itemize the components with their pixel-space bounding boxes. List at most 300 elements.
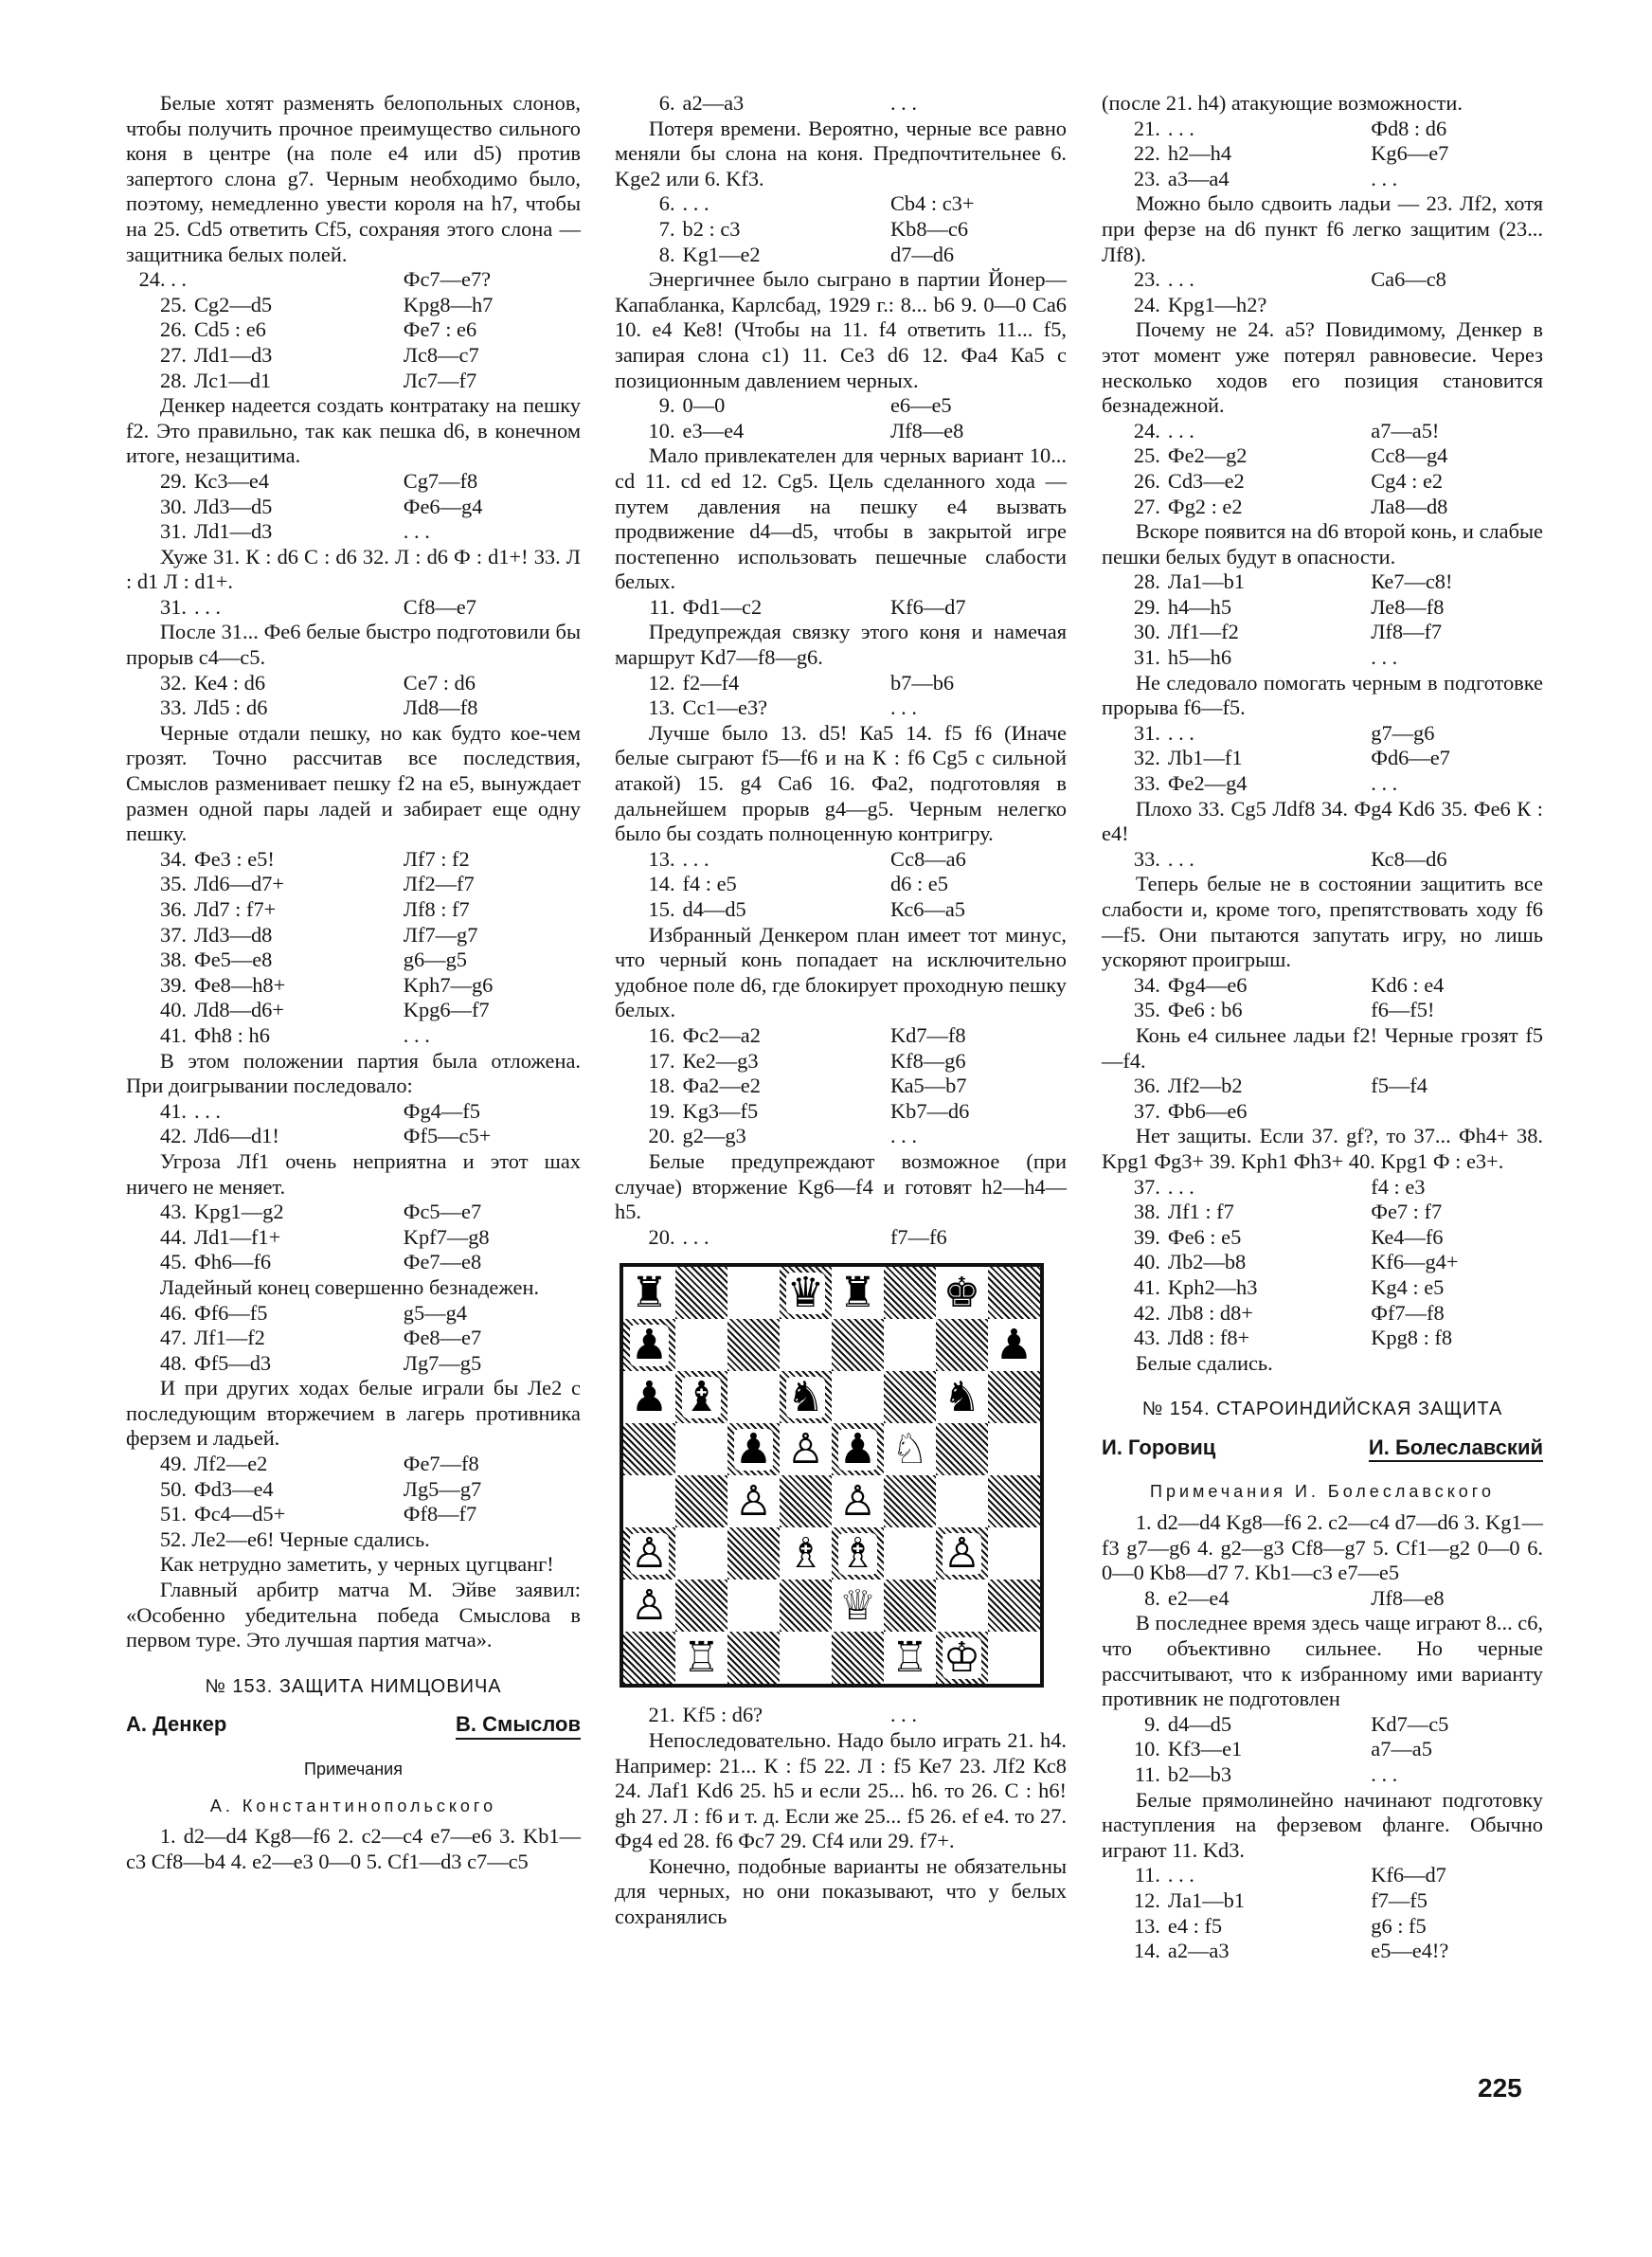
commentary-paragraph: 52. Ле2—е6! Черные сдались.: [159, 1526, 430, 1551]
commentary-paragraph: Белые сдались.: [1135, 1350, 1273, 1375]
black-move: Ка5—b7: [889, 1074, 967, 1098]
commentary-paragraph: Белые прямолинейно начинают подготовку наступления на ферзевом фланге. Обычно играют 11. Kd3.: [1102, 1787, 1543, 1862]
white-move: . . .: [194, 594, 221, 619]
black-move: а7—а5: [1371, 1737, 1432, 1761]
black-move: Kf8—g6: [889, 1048, 966, 1073]
move-number: 41.: [160, 1022, 187, 1047]
move-number: 35.: [1133, 998, 1160, 1022]
black-move: Cg7—f8: [403, 468, 478, 493]
annotator-name: А. Константинопольского: [209, 1796, 497, 1815]
white-move: Лd8—d6+: [194, 998, 284, 1022]
commentary-paragraph: Черные отдали пешку, но как будто кое-чем грозят. Точно рассчитав все последствия, Смыслов разменивает пешку f2 на е5, вынуждает размен одной пары ладей и забирает еще одну пешку.: [126, 720, 581, 846]
move-row: [126, 998, 581, 1023]
white-move: Фе5—е8: [194, 948, 273, 972]
board-square: [988, 1632, 1040, 1684]
black-move: . . .: [1371, 771, 1398, 796]
black-move: Кс6—а5: [889, 897, 965, 921]
board-square: [623, 1267, 675, 1319]
black-move: Фе7 : f7: [1371, 1200, 1443, 1224]
column-middle-bottom: [615, 1703, 1067, 1929]
move-number: 31.: [1133, 645, 1160, 670]
board-square: [884, 1580, 936, 1632]
board-square: [884, 1423, 936, 1475]
white-move: Лd6—d1!: [194, 1124, 279, 1148]
move-number: 33.: [1133, 846, 1160, 871]
move-number: 6.: [658, 91, 675, 115]
chess-piece-icon: ♟: [630, 1372, 669, 1421]
chess-piece-icon: ♛: [786, 1268, 825, 1317]
board-square: [884, 1475, 936, 1527]
black-move: Фе7—f8: [403, 1452, 479, 1476]
move-number: 41.: [160, 1098, 187, 1123]
black-move: g5—g4: [403, 1300, 467, 1325]
move-row: [615, 217, 1067, 243]
commentary-paragraph: (после 21. h4) атакующие возможности.: [1102, 91, 1463, 115]
white-move: Фе6 : b6: [1167, 998, 1243, 1022]
move-row: [1102, 1586, 1543, 1612]
move-row: [126, 1351, 581, 1377]
chess-piece-icon: ♞: [943, 1372, 981, 1421]
commentary-paragraph: Избранный Денкером план имеет тот минус, что черный конь попадает на исключительно удобное поле d6, где блокирует проходную пешку белых.: [615, 922, 1067, 1022]
white-move: . . .: [1167, 720, 1194, 745]
move-row: [126, 1099, 581, 1125]
board-square: [675, 1632, 727, 1684]
white-move: Лb2—b8: [1167, 1250, 1247, 1274]
commentary-paragraph: Энергичнее было сыграно в партии Йонер—Капабланка, Карлсбад, 1929 г.: 8... b6 9. 0—0 Са6 10. е4 Ке8! (Чтобы на 11. f4 ответить 11... f5, запирая слона с1) 11. Се3 d6 12. Фа4 Ка5 с позиционным давлением черных.: [615, 267, 1067, 392]
black-move: Kf6—g4+: [1371, 1250, 1459, 1274]
black-move: Фd8 : d6: [1371, 116, 1447, 140]
black-player-name: И. Болеславский: [1369, 1435, 1543, 1463]
chess-piece-icon: ♙: [786, 1424, 825, 1473]
board-square: [780, 1632, 832, 1684]
move-row: [1102, 1326, 1543, 1351]
chess-piece-icon: ♟: [995, 1320, 1033, 1369]
black-move: Лf8—е8: [1371, 1585, 1445, 1610]
move-row: [1102, 1914, 1543, 1940]
move-number: 24. . .: [138, 267, 187, 292]
white-move: g2—g3: [682, 1124, 746, 1148]
move-number: 12.: [648, 670, 675, 695]
board-square: [832, 1371, 884, 1423]
move-row: [126, 1250, 581, 1275]
commentary-paragraph: В этом положении партия была отложена. При доигрывании последовало:: [126, 1048, 581, 1098]
move-row: [1102, 998, 1543, 1023]
white-move: Лf2—е2: [194, 1452, 268, 1476]
move-number: 35.: [160, 872, 187, 896]
black-move: Kb8—с6: [889, 216, 969, 241]
board-square: [623, 1319, 675, 1371]
move-number: 20.: [648, 1124, 675, 1148]
black-move: Фf8—f7: [403, 1502, 477, 1526]
board-square: [675, 1423, 727, 1475]
move-number: 30.: [160, 494, 187, 518]
chess-piece-icon: ♟: [734, 1424, 773, 1473]
white-move: . . .: [1167, 1863, 1194, 1887]
move-row: [1102, 847, 1543, 873]
board-square: [936, 1423, 988, 1475]
move-number: 37.: [1133, 1098, 1160, 1123]
board-square: [832, 1632, 884, 1684]
move-row: [126, 343, 581, 369]
move-row: [126, 369, 581, 394]
move-row: [615, 393, 1067, 419]
move-row: [1102, 721, 1543, 747]
black-move: [1371, 293, 1543, 318]
move-number: 24.: [1133, 292, 1160, 316]
move-number: 13.: [648, 846, 675, 871]
commentary-paragraph: После 31... Фе6 белые быстро подготовили бы прорыв с4—с5.: [126, 620, 581, 670]
commentary-paragraph: Конь е4 сильнее ладьи f2! Черные грозят f5—f4.: [1102, 1022, 1543, 1073]
move-number: 9.: [1144, 1711, 1160, 1736]
white-move: Фh6—f6: [194, 1250, 272, 1274]
black-move: Kb7—d6: [889, 1098, 970, 1123]
commentary-paragraph: Вскоре появится на d6 второй конь, и слабые пешки белых будут в опасности.: [1102, 519, 1543, 569]
white-move: Фе6 : е5: [1167, 1224, 1242, 1249]
white-player-name: И. Горовиц: [1102, 1435, 1216, 1459]
move-number: 43.: [1133, 1326, 1160, 1350]
white-move: . . .: [682, 846, 709, 871]
move-row: [1102, 1888, 1543, 1914]
white-move: Лf1 : f7: [1167, 1200, 1234, 1224]
move-number: 39.: [160, 972, 187, 997]
black-move: Kf6—d7: [889, 594, 966, 619]
move-number: 10.: [648, 418, 675, 442]
board-square: [988, 1527, 1040, 1580]
commentary-paragraph: 1. d2—d4 Kg8—f6 2. с2—с4 d7—d6 3. Kg1—f3 g7—g6 4. g2—g3 Cf8—g7 5. Cf1—g2 0—0 6. 0—0 Kb8—d7 7. Kb1—с3 е7—е5: [1102, 1510, 1543, 1585]
move-number: 19.: [648, 1098, 675, 1123]
black-move: . . .: [1371, 645, 1398, 670]
commentary-paragraph: Ладейный конец совершенно безнадежен.: [159, 1274, 540, 1299]
move-number: 30.: [1133, 620, 1160, 644]
board-square: [780, 1319, 832, 1371]
black-move: Кс8—d6: [1371, 846, 1447, 871]
board-square: [988, 1371, 1040, 1423]
move-number: 6.: [658, 191, 675, 216]
black-move: Cb4 : с3+: [889, 191, 975, 216]
move-row: [126, 495, 581, 520]
move-row: [126, 923, 581, 948]
white-move: Фе8—h8+: [194, 972, 286, 997]
white-move: h5—h6: [1167, 645, 1232, 670]
white-move: Фg2 : е2: [1167, 494, 1243, 518]
black-move: Ке4—f6: [1371, 1224, 1444, 1249]
white-move: Лd5 : d6: [194, 695, 268, 720]
chess-piece-icon: ♟: [838, 1424, 877, 1473]
white-move: Лf2—b2: [1167, 1074, 1243, 1098]
chess-piece-icon: ♟: [630, 1320, 669, 1369]
board-square: [675, 1371, 727, 1423]
black-move: Cf8—е7: [403, 594, 476, 619]
move-number: 11.: [1134, 1863, 1160, 1887]
black-move: [1371, 1099, 1543, 1125]
white-move: . . .: [1167, 267, 1194, 292]
board-square: [832, 1423, 884, 1475]
move-number: 39.: [1133, 1224, 1160, 1249]
move-row: [126, 847, 581, 873]
chess-piece-icon: ♙: [943, 1528, 981, 1578]
move-row: [615, 1049, 1067, 1074]
white-move: Kph2—h3: [1167, 1274, 1258, 1299]
chess-piece-icon: ♜: [630, 1268, 669, 1317]
move-number: 29.: [1133, 594, 1160, 619]
move-number: 22.: [1133, 141, 1160, 166]
black-move: . . .: [403, 1022, 430, 1047]
move-number: 34.: [160, 846, 187, 871]
move-number: 27.: [160, 342, 187, 367]
white-move: Фс2—а2: [682, 1022, 761, 1047]
move-number: 41.: [1133, 1274, 1160, 1299]
move-row: [126, 469, 581, 495]
move-row: [126, 973, 581, 999]
move-number: 15.: [648, 897, 675, 921]
move-row: [1102, 1939, 1543, 1964]
white-move: Cd5 : e6: [194, 317, 266, 342]
move-row: [1102, 569, 1543, 595]
white-move: Kg3—f5: [682, 1098, 759, 1123]
black-move: f5—f4: [1371, 1074, 1428, 1098]
white-move: Фе2—g4: [1167, 771, 1248, 796]
move-row: [126, 1301, 581, 1327]
commentary-paragraph: Как нетрудно заметить, у черных цугцванг!: [159, 1552, 554, 1577]
chess-piece-icon: ♗: [838, 1528, 877, 1578]
commentary-paragraph: И при других ходах белые играли бы Ле2 с последующим вторжечием в лагерь противника ферзем и ладьей.: [126, 1376, 581, 1451]
commentary-paragraph: Белые предупреждают возможное (при случае) вторжение Kg6—f4 и готовят h2—h4—h5.: [615, 1148, 1067, 1224]
white-move: Kf5 : d6?: [682, 1703, 763, 1727]
move-number: 32.: [160, 670, 187, 695]
move-number: 31.: [160, 519, 187, 544]
move-row: [126, 671, 581, 696]
page-number: 225: [1478, 2073, 1522, 2103]
move-row: [615, 1225, 1067, 1251]
move-number: 43.: [160, 1200, 187, 1224]
move-number: 49.: [160, 1452, 187, 1476]
white-move: а3—а4: [1167, 166, 1230, 190]
move-row: [1102, 267, 1543, 293]
black-move: d6 : е5: [889, 872, 948, 896]
move-row: [615, 419, 1067, 444]
white-move: Ла1—b1: [1167, 569, 1245, 594]
black-move: Kph7—g6: [403, 972, 494, 997]
move-number: 28.: [160, 368, 187, 392]
move-row: [1102, 1250, 1543, 1275]
board-square: [727, 1527, 780, 1580]
white-move: Cc1—е3?: [682, 695, 768, 720]
black-move: Лf8—е8: [889, 418, 964, 442]
black-move: Фе7—е8: [403, 1250, 482, 1274]
white-move: Лс1—d1: [194, 368, 272, 392]
move-number: 8.: [1144, 1585, 1160, 1610]
white-move: Фе3 : е5!: [194, 846, 275, 871]
board-square: [832, 1267, 884, 1319]
black-move: f7—f5: [1371, 1887, 1428, 1912]
move-row: [615, 695, 1067, 721]
board-square: [988, 1475, 1040, 1527]
black-move: е6—е5: [889, 393, 952, 418]
black-move: Фе7 : е6: [403, 317, 477, 342]
white-move: Ла1—b1: [1167, 1887, 1245, 1912]
black-move: Лf2—f7: [403, 872, 475, 896]
move-number: 44.: [160, 1224, 187, 1249]
black-move: Kd7—с5: [1371, 1711, 1449, 1736]
move-row: [1102, 595, 1543, 621]
white-move: е4 : f5: [1167, 1913, 1223, 1938]
move-number: 16.: [648, 1022, 675, 1047]
move-row: [1102, 1712, 1543, 1738]
black-move: g7—g6: [1371, 720, 1435, 745]
black-move: Сс8—а6: [889, 846, 966, 871]
board-square: [623, 1475, 675, 1527]
move-row: [126, 872, 581, 897]
move-number: 48.: [160, 1350, 187, 1375]
board-square: [727, 1475, 780, 1527]
board-square: [623, 1527, 675, 1580]
board-square: [727, 1319, 780, 1371]
white-move: Фа2—е2: [682, 1074, 761, 1098]
white-move: . . .: [682, 191, 709, 216]
white-move: [194, 267, 404, 293]
move-number: 40.: [1133, 1250, 1160, 1274]
move-number: 34.: [1133, 972, 1160, 997]
black-move: Лf8 : f7: [403, 897, 470, 921]
white-move: Фb6—е6: [1167, 1098, 1248, 1123]
players-line: [126, 1712, 581, 1740]
move-number: 46.: [160, 1300, 187, 1325]
black-move: Сс8—g4: [1371, 443, 1448, 468]
commentary-paragraph: Белые хотят разменять белопольных слонов, чтобы получить прочное преимущество сильного коня в центре (на поле е4 или d5) против запертого слона g7. Черным необходимо было, поэтому, немедленно увести короля на h7, чтобы на 25. Cd5 ответить Cf5, сохраняя этого слона — защитника белых полей.: [126, 91, 581, 266]
black-move: Лf7 : f2: [403, 846, 470, 871]
black-move: Kpf7—g8: [403, 1224, 490, 1249]
black-move: b7—b6: [889, 670, 955, 695]
move-number: 23.: [1133, 166, 1160, 190]
game-heading: № 154. СТАРОИНДИЙСКАЯ ЗАЩИТА: [1141, 1399, 1503, 1420]
move-number: 36.: [160, 897, 187, 921]
board-square: [727, 1267, 780, 1319]
move-row: [615, 1099, 1067, 1125]
move-row: [1102, 1863, 1543, 1888]
board-square: [623, 1423, 675, 1475]
board-square: [623, 1580, 675, 1632]
black-move: g6—g5: [403, 948, 467, 972]
black-move: f7—f6: [889, 1224, 947, 1249]
board-square: [988, 1423, 1040, 1475]
move-number: 37.: [1133, 1174, 1160, 1199]
black-move: . . .: [889, 1703, 917, 1727]
move-number: 45.: [160, 1250, 187, 1274]
move-row: [1102, 117, 1543, 142]
black-move: d7—d6: [889, 242, 955, 266]
white-move: Cd3—е2: [1167, 468, 1245, 493]
commentary-paragraph: Нет защиты. Если 37. gf?, то 37... Фh4+ 38. Kpg1 Фg3+ 39. Kph1 Фh3+ 40. Kpg1 Ф : е3+.: [1102, 1124, 1543, 1173]
board-square: [780, 1371, 832, 1423]
move-row: [126, 1326, 581, 1351]
move-number: 32.: [1133, 746, 1160, 770]
white-move: Лb8 : d8+: [1167, 1300, 1253, 1325]
move-row: [126, 267, 581, 293]
move-number: 38.: [160, 948, 187, 972]
move-row: [1102, 1737, 1543, 1762]
white-move: Лd1—d3: [194, 519, 273, 544]
black-move: Cg4 : е2: [1371, 468, 1444, 493]
board-square: [780, 1267, 832, 1319]
move-row: [1102, 293, 1543, 318]
move-row: [1102, 1099, 1543, 1125]
white-move: Кс3—е4: [194, 468, 270, 493]
white-move: Лd3—d5: [194, 494, 273, 518]
white-move: а2—а3: [682, 91, 745, 115]
move-number: 36.: [1133, 1074, 1160, 1098]
black-move: Лg7—g5: [403, 1350, 482, 1375]
board-square: [988, 1319, 1040, 1371]
move-number: 33.: [160, 695, 187, 720]
chess-piece-icon: ♞: [786, 1372, 825, 1421]
move-number: 8.: [658, 242, 675, 266]
commentary-paragraph: Теперь белые не в состоянии защитить все слабости и, кроме того, препятствовать ходу f6—f5. Они пытаются запутать игру, но лишь ускоряют проигрыш.: [1102, 872, 1543, 972]
move-number: 18.: [648, 1074, 675, 1098]
board-square: [936, 1319, 988, 1371]
black-move: Kpg8 : f8: [1371, 1326, 1453, 1350]
board-square: [988, 1267, 1040, 1319]
commentary-paragraph: Лучше было 13. d5! Ка5 14. f5 f6 (Иначе белые сыграют f5—f6 и на К : f6 Cg5 с сильной атакой) 15. g4 Са6 16. Фа2, подготовляя в дальнейшем прорыв g4—g5. Черным нелегко было бы создать полноценную контригру.: [615, 720, 1067, 846]
white-move: . . .: [194, 1098, 221, 1123]
chess-piece-icon: ♕: [838, 1580, 877, 1630]
black-move: Ле8—f8: [1371, 594, 1445, 619]
black-move: . . .: [889, 91, 917, 115]
white-player-name: А. Денкер: [126, 1712, 227, 1737]
board-square: [780, 1423, 832, 1475]
move-number: 21.: [1133, 116, 1160, 140]
black-move: Лd8—f8: [403, 695, 478, 720]
move-row: [126, 897, 581, 923]
commentary-paragraph: Почему не 24. а5? Повидимому, Денкер в этот момент уже потерял равновесие. Через несколько ходов его позиция становится безнадежной.: [1102, 317, 1543, 418]
commentary-paragraph: Предупреждая связку этого коня и намечая маршрут Kd7—f8—g6.: [615, 620, 1067, 670]
move-number: 14.: [1133, 1939, 1160, 1963]
white-move: f4 : е5: [682, 872, 737, 896]
white-move: Лd1—f1+: [194, 1224, 281, 1249]
move-number: 21.: [648, 1703, 675, 1727]
move-row: [1102, 1225, 1543, 1251]
white-move: Фd3—е4: [194, 1476, 274, 1501]
move-row: [615, 671, 1067, 696]
chess-piece-icon: ♔: [943, 1633, 981, 1682]
move-row: [126, 317, 581, 343]
move-row: [615, 595, 1067, 621]
move-number: 42.: [160, 1124, 187, 1148]
black-move: . . .: [1371, 1762, 1398, 1786]
move-row: [615, 191, 1067, 217]
black-move: Фg4—f5: [403, 1098, 480, 1123]
board-square: [623, 1632, 675, 1684]
move-number: 11.: [649, 594, 675, 619]
move-row: [1102, 167, 1543, 192]
move-row: [1102, 645, 1543, 671]
commentary-paragraph: Хуже 31. К : d6 С : d6 32. Л : d6 Ф : d1+! 33. Л : d1 Л : d1+.: [126, 544, 581, 594]
move-number: 20.: [648, 1224, 675, 1249]
chess-piece-icon: ♝: [682, 1372, 721, 1421]
white-move: d4—d5: [682, 897, 746, 921]
move-row: [1102, 771, 1543, 797]
board-square: [884, 1371, 936, 1423]
move-number: 38.: [1133, 1200, 1160, 1224]
move-row: [126, 1477, 581, 1503]
column-middle-top: [615, 91, 1067, 1250]
commentary-paragraph: Можно было сдвоить ладьи — 23. Лf2, хотя при ферзе на d6 пункт f6 легко защитим (23... Лf8).: [1102, 191, 1543, 266]
black-move: Лf7—g7: [403, 922, 478, 947]
commentary-paragraph: Угроза Лf1 очень неприятна и этот шах ничего не меняет.: [126, 1148, 581, 1199]
move-row: [126, 1452, 581, 1477]
move-number: 31.: [1133, 720, 1160, 745]
move-row: [1102, 141, 1543, 167]
move-row: [1102, 1175, 1543, 1201]
